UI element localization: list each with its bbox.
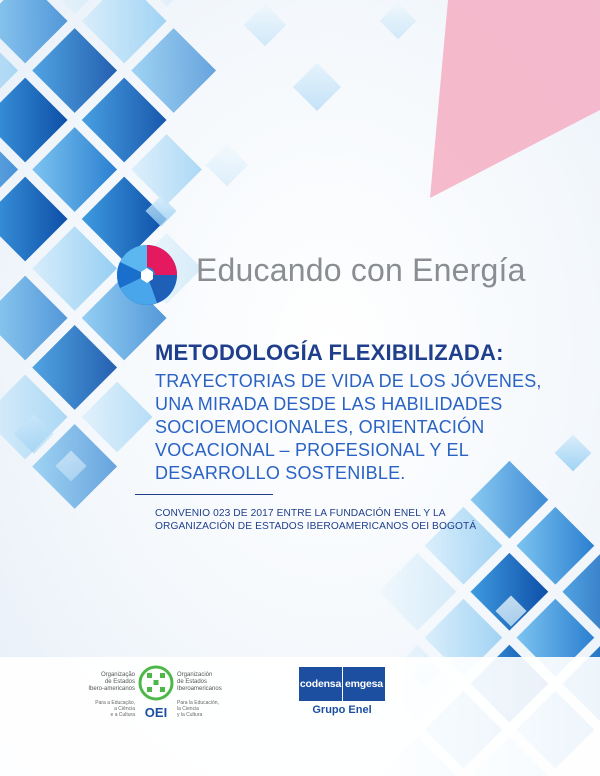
convenio-line: CONVENIO 023 DE 2017 ENTRE LA FUNDACIÓN ENEL Y LA bbox=[155, 508, 446, 519]
subtitle bbox=[155, 370, 575, 485]
convenio-text bbox=[155, 507, 555, 533]
subtitle-line: UNA MIRADA DESDE LAS HABILIDADES bbox=[155, 394, 503, 414]
subtitle-line: TRAYECTORIAS DE VIDA DE LOS JÓVENES, bbox=[155, 371, 542, 391]
oei-spanish-label bbox=[177, 672, 247, 718]
oei-logo-text: OEI bbox=[144, 705, 168, 720]
oei-es-tag-line: la Ciencia bbox=[177, 706, 199, 712]
oei-es-tag-line: y la Cultura bbox=[177, 712, 203, 718]
convenio-line: ORGANIZACIÓN DE ESTADOS IBEROAMERICANOS OEI BOGOTÁ bbox=[155, 521, 477, 532]
oei-pt-org-line: Organização bbox=[100, 672, 135, 678]
codensa-logo: codensa bbox=[299, 667, 342, 701]
oei-es-tag-line: Para la Educación, bbox=[177, 700, 219, 706]
main-title: METODOLOGÍA FLEXIBILIZADA: bbox=[155, 340, 504, 365]
subtitle-line: DESARROLLO SOSTENIBLE. bbox=[155, 463, 406, 483]
oei-pt-org-line: Ibero-americanos bbox=[88, 686, 135, 692]
oei-pt-tag-line: e a Cultura bbox=[110, 712, 135, 718]
title-block bbox=[155, 340, 575, 485]
subtitle-line: VOCACIONAL – PROFESIONAL Y EL bbox=[155, 440, 469, 460]
pink-triangle bbox=[430, 0, 600, 198]
emgesa-logo: emgesa bbox=[343, 667, 385, 701]
divider-line bbox=[135, 494, 273, 495]
oei-logo-icon bbox=[136, 665, 176, 721]
oei-es-org-line: de Estados bbox=[177, 679, 208, 685]
energy-logo-icon bbox=[112, 240, 182, 310]
oei-es-org-line: Iberoamericanos bbox=[177, 686, 222, 692]
brand-name: Educando con Energía bbox=[196, 252, 526, 288]
oei-pt-tag-line: Para a Educação, bbox=[95, 700, 135, 706]
grupo-enel-label: Grupo Enel bbox=[312, 704, 372, 716]
oei-pt-tag-line: a Ciência bbox=[114, 706, 135, 712]
subtitle-line: SOCIOEMOCIONALES, ORIENTACIÓN bbox=[155, 417, 485, 437]
oei-es-org-line: Organización bbox=[177, 672, 213, 678]
oei-portuguese-label bbox=[85, 672, 135, 718]
oei-pt-org-line: de Estados bbox=[104, 679, 135, 685]
